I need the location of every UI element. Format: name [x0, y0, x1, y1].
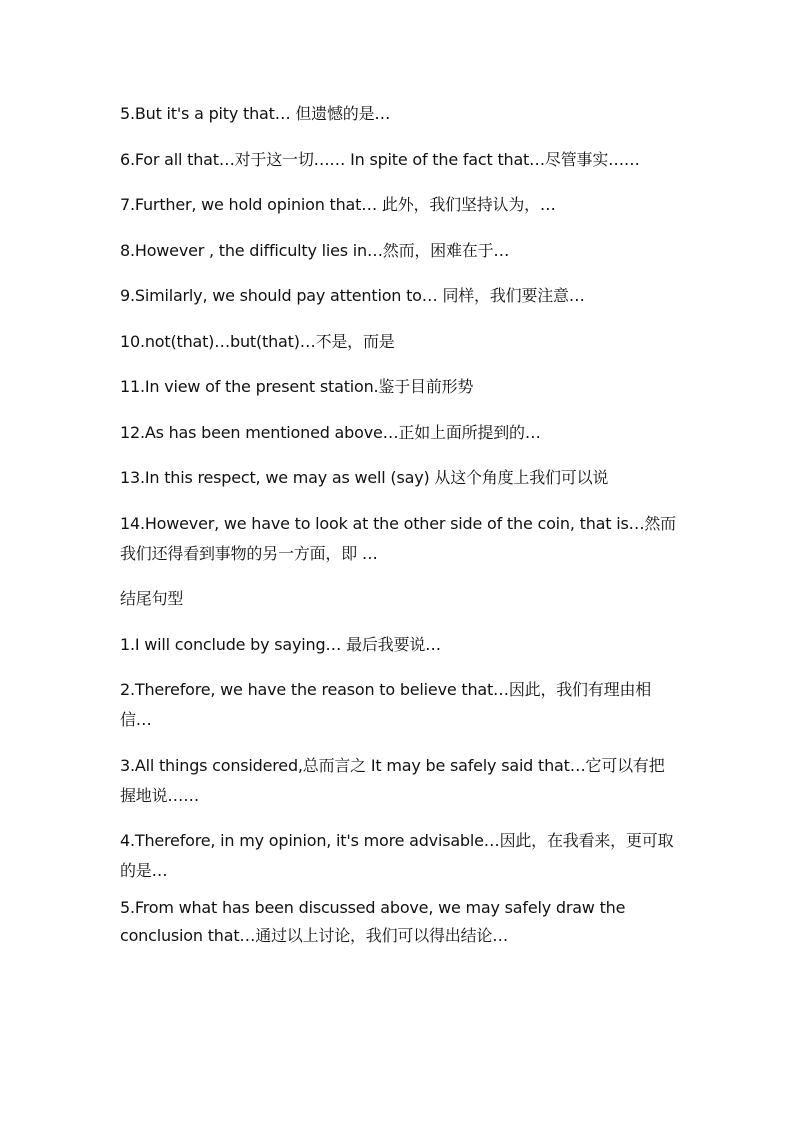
phrase-line: 5.From what has been discussed above, we may safely draw the conclusion that…通过以上讨论，我们可以得出结论…	[120, 898, 626, 945]
phrase-line: 3.All things considered,总而言之 It may be safely said that…它可以有把握地说……	[120, 755, 665, 805]
phrase-line: 12.As has been mentioned above…正如上面所提到的…	[120, 422, 541, 442]
phrase-line: 11.In view of the present station.鉴于目前形势	[120, 377, 474, 396]
phrase-line: 14.However, we have to look at the other side of the coin, that is…然而我们还得看到事物的另一方面，即 …	[120, 513, 676, 563]
phrase-line: 7.Further, we hold opinion that… 此外，我们坚持认为，…	[120, 195, 556, 214]
phrase-line: 9.Similarly, we should pay attention to… 同样，我们要注意…	[120, 286, 585, 305]
phrase-line: 2.Therefore, we have the reason to believe that…因此，我们有理由相信…	[120, 680, 652, 729]
phrase-line: 13.In this respect, we may as well (say) 从这个角度上我们可以说	[120, 468, 609, 487]
document-body	[120, 99, 680, 950]
phrase-line: 8.However , the difficulty lies in…然而，困难在于…	[120, 240, 510, 260]
phrase-line: 10.not(that)…but(that)…不是，而是	[120, 331, 395, 351]
phrase-line: 1.I will conclude by saying… 最后我要说…	[120, 634, 441, 654]
phrase-line: 4.Therefore, in my opinion, it's more advisable…因此，在我看来，更可取的是…	[120, 831, 674, 880]
phrase-line: 5.But it's a pity that… 但遗憾的是…	[120, 104, 391, 123]
section-heading: 结尾句型	[120, 589, 184, 608]
phrase-line: 6.For all that…对于这一切…… In spite of the fact that…尽管事实……	[120, 149, 640, 169]
